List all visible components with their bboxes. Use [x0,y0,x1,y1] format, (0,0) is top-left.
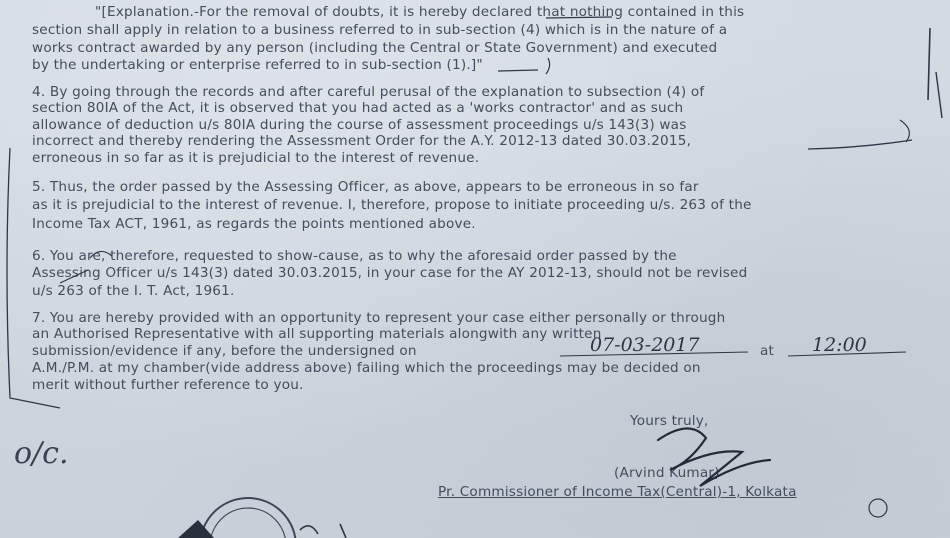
text-line: Income Tax ACT, 1961, as regards the points mentioned above. [32,216,476,232]
margin-mark [928,28,930,100]
text-line: an Authorised Representative with all supporting materials alongwith any written [32,326,602,342]
stamp-mark [210,508,286,538]
text-line: 4. By going through the records and after careful perusal of the explanation to subsection (4) of [32,84,705,100]
text-line: "[Explanation.-For the removal of doubts, it is hereby declared that nothing contained in this [95,4,745,20]
scribble-mark [90,251,112,258]
underline-mark [498,70,538,71]
underline-mark [808,140,912,149]
margin-mark [936,72,942,118]
scribble-mark [300,524,346,538]
handwritten-oc-note: o/c. [14,436,69,471]
text-line: 5. Thus, the order passed by the Assessing Officer, as above, appears to be erroneous in so far [32,179,699,195]
text-line: 7. You are hereby provided with an opportunity to represent your case either personally or through [32,310,726,326]
text-line: incorrect and thereby rendering the Assessment Order for the A.Y. 2012-13 dated 30.03.2015, [32,133,692,149]
text-line: section 80IA of the Act, it is observed that you had acted as a 'works contractor' and as such [32,100,684,116]
stamp-mark [200,498,296,538]
handwritten-time: 12:00 [812,334,867,356]
curve-mark [900,120,909,142]
scribble-mark [60,270,88,283]
text-line: as it is prejudicial to the interest of revenue. I, therefore, propose to initiate proceeding u/s. 263 of the [32,197,752,213]
text-line: submission/evidence if any, before the undersigned on [32,343,417,359]
text-line: merit without further reference to you. [32,377,304,393]
text-line: 6. You are, therefore, requested to show-cause, as to why the aforesaid order passed by the [32,248,677,264]
bracket-mark [546,58,550,74]
text-line: by the undertaking or enterprise referred to in sub-section (1).]" [32,57,483,73]
signature-mark [658,428,770,486]
text-line: erroneous in so far as it is prejudicial to the interest of revenue. [32,150,480,166]
yours-truly: Yours truly, [630,413,709,429]
text-line: Assessing Officer u/s 143(3) dated 30.03.2015, in your case for the AY 2012-13, should not be revised [32,265,748,281]
text-line: u/s 263 of the I. T. Act, 1961. [32,283,235,299]
ink-circle-mark [869,499,887,517]
text-line: section shall apply in relation to a business referred to in sub-section (4) which is in the nature of a [32,22,728,38]
text-line: A.M./P.M. at my chamber(vide address above) failing which the proceedings may be decided on [32,360,701,376]
text-line: works contract awarded by any person (including the Central or State Government) and executed [32,40,718,56]
text-line: at [760,343,775,359]
stamp-arrow-mark [178,520,214,538]
underline-mark [560,352,748,356]
signatory-name: (Arvind Kumar) [614,465,720,481]
text-line: allowance of deduction u/s 80IA during the course of assessment proceedings u/s 143(3) was [32,117,687,133]
handwritten-date: 07-03-2017 [590,334,700,356]
underline-mark [788,352,906,356]
signatory-designation: Pr. Commissioner of Income Tax(Central)-1, Kolkata [438,484,797,500]
margin-bracket-mark [7,148,60,408]
underline-mark [546,17,612,18]
